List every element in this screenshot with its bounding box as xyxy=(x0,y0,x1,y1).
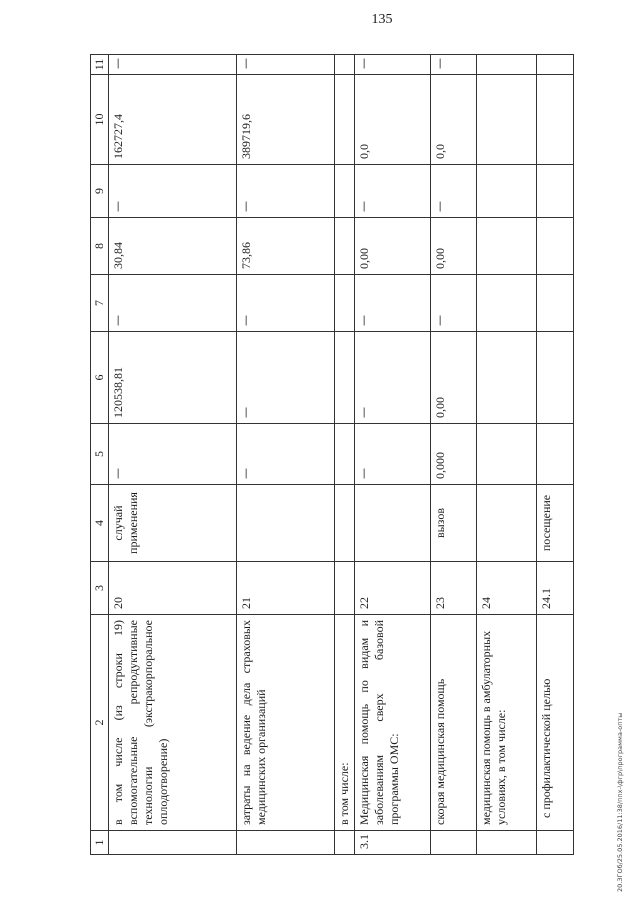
cell-unit: посещение xyxy=(537,485,574,562)
column-header: 4 xyxy=(91,485,109,562)
column-header: 11 xyxy=(91,55,109,75)
column-header: 10 xyxy=(91,75,109,165)
cell xyxy=(477,485,537,562)
cell-value: 0,00 xyxy=(431,218,477,275)
cell-value: 0,0 xyxy=(431,75,477,165)
cell-value: — xyxy=(433,315,446,326)
column-header: 6 xyxy=(91,332,109,424)
column-header: 7 xyxy=(91,275,109,332)
cell xyxy=(355,424,431,485)
cell-unit xyxy=(237,485,335,562)
table-row xyxy=(477,55,537,855)
cell-section: 3.1 xyxy=(355,831,431,855)
cell-value: 0,000 xyxy=(431,424,477,485)
column-header: 8 xyxy=(91,218,109,275)
cell-value: — xyxy=(239,201,252,212)
header-row xyxy=(91,55,109,855)
cell-value: — xyxy=(357,407,370,418)
page-number: 135 xyxy=(371,12,393,27)
cell-line: 20 xyxy=(109,562,237,615)
cell-value: — xyxy=(111,58,124,69)
cell xyxy=(335,424,355,485)
cell xyxy=(355,165,431,218)
cell xyxy=(335,485,355,562)
cell xyxy=(431,165,477,218)
cell xyxy=(109,275,237,332)
cell xyxy=(109,831,237,855)
cell-value: 73,86 xyxy=(237,218,335,275)
cell xyxy=(537,332,574,424)
cell-unit: вызов xyxy=(431,485,477,562)
cell xyxy=(431,275,477,332)
cell-line: 23 xyxy=(431,562,477,615)
cell-value: — xyxy=(111,201,124,212)
cell-value: — xyxy=(433,58,446,69)
cell-value: 0,00 xyxy=(355,218,431,275)
column-header: 2 xyxy=(91,615,109,831)
cell xyxy=(335,275,355,332)
cell xyxy=(335,55,355,75)
data-table xyxy=(90,54,574,855)
cell-value: — xyxy=(433,201,446,212)
table-row xyxy=(431,55,477,855)
cell-value: 0,0 xyxy=(355,75,431,165)
cell-value: — xyxy=(357,201,370,212)
column-header: 5 xyxy=(91,424,109,485)
cell xyxy=(109,55,237,75)
cell-value: — xyxy=(357,315,370,326)
table-row xyxy=(355,55,431,855)
table-row xyxy=(335,55,355,855)
cell xyxy=(477,75,537,165)
cell-value: 30,84 xyxy=(109,218,237,275)
cell xyxy=(537,831,574,855)
cell xyxy=(477,332,537,424)
cell-name: затраты на ведение дела страховых медицинских организаций xyxy=(237,615,335,831)
cell xyxy=(109,424,237,485)
cell-value: — xyxy=(239,468,252,479)
cell xyxy=(355,332,431,424)
cell xyxy=(355,275,431,332)
cell xyxy=(335,831,355,855)
cell xyxy=(237,424,335,485)
cell-line: 24 xyxy=(477,562,537,615)
column-header: 9 xyxy=(91,165,109,218)
table-row xyxy=(237,55,335,855)
cell-value: 0,00 xyxy=(431,332,477,424)
cell-value: — xyxy=(111,468,124,479)
cell xyxy=(335,165,355,218)
cell-line: 21 xyxy=(237,562,335,615)
cell-name: в том числе: xyxy=(335,615,355,831)
cell-unit xyxy=(355,485,431,562)
side-note: 20.ЗГОб/25.05.2016/11:38/ппх-\фгр\программа-опты xyxy=(616,712,624,892)
cell xyxy=(335,562,355,615)
cell xyxy=(335,75,355,165)
rotated-table-container xyxy=(90,55,555,855)
cell-value: — xyxy=(357,468,370,479)
cell-line: 22 xyxy=(355,562,431,615)
cell-name: медицинская помощь в амбулаторных условиях, в том числе: xyxy=(477,615,537,831)
cell xyxy=(237,332,335,424)
cell xyxy=(109,165,237,218)
cell xyxy=(537,218,574,275)
cell-unit: случай применения xyxy=(109,485,237,562)
cell xyxy=(237,831,335,855)
cell xyxy=(431,55,477,75)
cell xyxy=(237,275,335,332)
cell-value: — xyxy=(239,58,252,69)
table-row xyxy=(109,55,237,855)
cell xyxy=(537,165,574,218)
cell xyxy=(477,218,537,275)
cell xyxy=(537,55,574,75)
cell xyxy=(335,332,355,424)
cell xyxy=(237,165,335,218)
cell-value: — xyxy=(239,407,252,418)
cell-name: в том числе (из строки 19) вспомогательные репродуктивные технологии (экстракорпоральное оплодотворение) xyxy=(109,615,237,831)
table-row xyxy=(537,55,574,855)
cell-value: 162727,4 xyxy=(109,75,237,165)
cell-value: 389719,6 xyxy=(237,75,335,165)
cell xyxy=(477,831,537,855)
cell xyxy=(537,75,574,165)
cell-value: — xyxy=(111,315,124,326)
cell-name: с профилактической целью xyxy=(537,615,574,831)
cell-name: скорая медицинская помощь xyxy=(431,615,477,831)
cell xyxy=(537,424,574,485)
cell xyxy=(477,165,537,218)
cell-value: 120538,81 xyxy=(109,332,237,424)
cell xyxy=(355,55,431,75)
cell-line: 24.1 xyxy=(537,562,574,615)
cell xyxy=(477,55,537,75)
column-header: 1 xyxy=(91,831,109,855)
column-header: 3 xyxy=(91,562,109,615)
cell xyxy=(431,831,477,855)
cell xyxy=(237,55,335,75)
cell-name: Медицинская помощь по видам и заболеваниям сверх базовой программы ОМС: xyxy=(355,615,431,831)
cell xyxy=(477,275,537,332)
cell-value: — xyxy=(357,58,370,69)
cell xyxy=(477,424,537,485)
cell xyxy=(335,218,355,275)
cell-value: — xyxy=(239,315,252,326)
cell xyxy=(537,275,574,332)
